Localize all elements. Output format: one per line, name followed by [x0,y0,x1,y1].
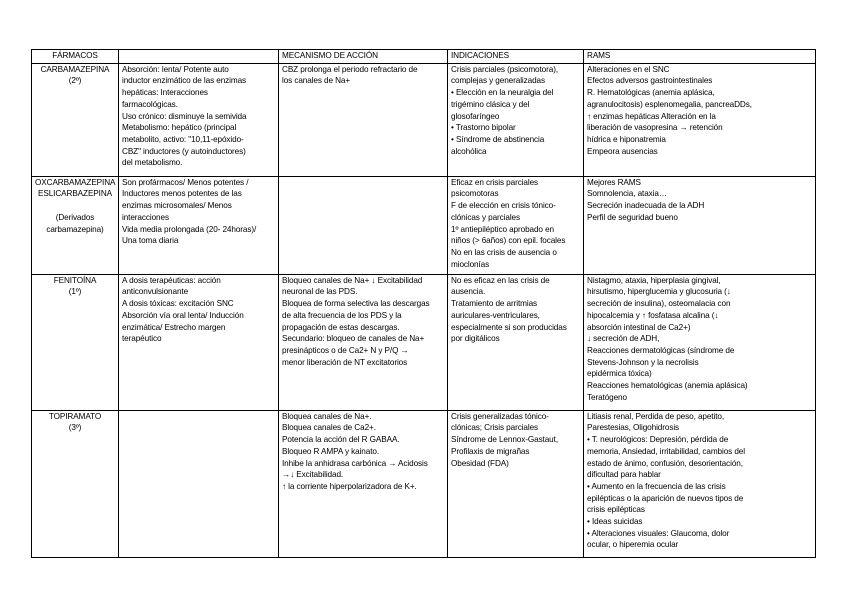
cell-line: CARBAMAZEPINA [40,64,110,74]
properties-cell [119,176,279,274]
mechanism-cell [279,274,448,410]
cell-line: por digitálicos [451,334,500,344]
indications-cell [448,274,584,410]
cell-line: Alteraciones en el SNC [587,64,670,74]
cell-line: ocular, o hiperemia ocular [587,540,679,550]
cell-line: epilépticas o la aparición de nuevos tipos de [587,493,744,503]
cell-line: →↓ Excitabilidad. [282,470,344,480]
cell-line: • Elección en la neuralgia del [451,88,554,98]
cell-line: los canales de Na+ [282,76,351,86]
cell-line: estado de ánimo, confusión, desorientación, [587,458,743,468]
cell-line: enzimática/ Estrecho margen [122,322,226,332]
cell-line: • Ideas suicidas [587,517,643,527]
rams-cell [584,274,816,410]
cell-line: • Síndrome de abstinencia [451,134,545,144]
indications-cell [448,176,584,274]
cell-line: Absorción: lenta/ Potente auto [122,64,229,74]
cell-line: Tratamiento de arritmias [451,299,538,309]
cell-line: Metabolismo: hepático (principal [122,123,237,133]
cell-line: Secreción inadecuada de la ADH [587,201,705,211]
cell-line: No en las crisis de ausencia o [451,247,557,257]
cell-line: Bloqueo canales de Na+ ↓ Excitabilidad [282,275,423,285]
drug-name-cell [32,176,119,274]
cell-line: Teratógeno [587,392,627,402]
cell-line: psicomotoras [451,189,499,199]
cell-line: Síndrome de Lennox-Gastaut, [451,435,558,445]
cell-line: OXCARBAMAZEPINA [35,177,116,187]
mechanism-cell [279,63,448,176]
cell-line: inductor enzimático de las enzimas [122,76,247,86]
cell-line: neuronal de las PDS. [282,287,358,297]
cell-line: TOPIRAMATO [48,411,102,421]
cell-line: hipocalcemia y ↑ fosfatasa alcalina (↓ [587,310,719,320]
cell-line: glosofaríngeo [451,111,500,121]
cell-line: hídrica e hiponatremia [587,134,666,144]
cell-line: Inductores menos potentes de las [122,189,242,199]
cell-line: especialmente si son producidas [451,322,567,332]
cell-line: complejas y generalizadas [451,76,545,86]
cell-line: • Alteraciones visuales: Glaucoma, dolor [587,528,730,538]
cell-line: hirsutismo, hiperglucemia y glucosuria (↓ [587,287,731,297]
drug-name-cell [32,63,119,176]
cell-line: Efectos adversos gastrointestinales [587,76,713,86]
cell-line: Crisis generalizadas tónico- [451,411,549,421]
table-row [32,63,816,176]
header-mecanismo: MECANISMO DE ACCIÓN [279,50,448,64]
cell-line: ↑ enzimas hepáticas Alteración en la [587,111,716,121]
cell-line: Bloqueo R AMPA y kainato. [282,446,380,456]
header-row [32,50,816,64]
cell-line: Son profármacos/ Menos potentes / [122,177,249,187]
cell-line: Obesidad (FDA) [451,458,509,468]
cell-line: hepáticas: Interacciones [122,88,208,98]
cell-line: CBZ" inductores (y autoinductores) [122,146,246,156]
cell-line: niños (> 6años) con epil. focales [451,236,566,246]
cell-line: • Trastorno bipolar [451,123,516,133]
cell-line: alcohólica [451,146,487,156]
cell-line: Absorción vía oral lenta/ Inducción [122,310,244,320]
drug-name-cell [32,274,119,410]
indications-cell [448,63,584,176]
cell-line: Secundario: bloqueo de canales de Na+ [282,334,425,344]
cell-line: Bloquea canales de Ca2+. [282,423,376,433]
cell-line: epidérmica tóxica) [587,369,652,379]
cell-line: Vida media prolongada (20- 24horas)/ [122,224,257,234]
cell-line: (3º) [68,423,82,433]
cell-line: A dosis tóxicas: excitación SNC [122,299,234,309]
header-blank [119,50,279,64]
cell-line: del metabolismo. [122,158,183,168]
mechanism-cell [279,410,448,557]
cell-line: ↓ secreción de ADH, [587,334,660,344]
table-row [32,410,816,557]
cell-line: propagación de estas descargas. [282,322,400,332]
cell-line: • Aumento en la frecuencia de las crisis [587,481,726,491]
cell-line: Perfil de seguridad bueno [587,212,678,222]
cell-line: (1º) [68,287,82,297]
rams-cell [584,63,816,176]
cell-line: Reacciones dermatológicas (síndrome de [587,345,735,355]
table-row [32,274,816,410]
cell-line: carbamazepina) [46,224,104,234]
mechanism-cell [279,176,448,274]
cell-line: clónicas y parciales [451,212,520,222]
cell-line: Potencia la acción del R GABAA. [282,435,400,445]
cell-line: Inhibe la anhidrasa carbónica → Acidosis [282,458,428,468]
cell-line: Eficaz en crisis parciales [451,177,539,187]
cell-line: Bloquea canales de Na+. [282,411,372,421]
blank-line [35,200,115,212]
cell-line: anticonvulsionante [122,287,189,297]
header-rams: RAMS [584,50,816,64]
cell-line: (2º) [68,76,82,86]
cell-line: interacciones [122,212,169,222]
cell-line: terapéutico [122,334,162,344]
cell-line: menor liberación de NT excitatorios [282,357,408,367]
header-indicaciones: INDICACIONES [448,50,584,64]
cell-line: Litiasis renal, Perdida de peso, apetito, [587,411,724,421]
cell-line: metabolito, activo: "10,11-epóxido- [122,134,244,144]
cell-line: Mejores RAMS [587,177,641,187]
cell-line: auriculares-ventriculares, [451,310,540,320]
cell-line: Uso crónico: disminuye la semivida [122,111,247,121]
cell-line: F de elección en crisis tónico- [451,201,556,211]
cell-line: Reacciones hematológicas (anemia aplásica) [587,381,748,391]
properties-cell [119,410,279,557]
cell-line: ESLICARBAZEPINA [37,189,113,199]
cell-line: memoria, Ansiedad, irritabilidad, cambios del [587,446,745,456]
cell-line: FENITOÍNA [53,275,97,285]
cell-line: Nistagmo, ataxia, hiperplasia gingival, [587,275,721,285]
drug-table [31,49,816,558]
cell-line: (Derivados [55,212,95,222]
cell-line: liberación de vasopresina → retención [587,123,723,133]
drug-name-cell [32,410,119,557]
cell-line: presinápticos o de Ca2+ N y P/Q → [282,345,409,355]
cell-line: mioclonías [451,259,490,269]
header-farmacos: FÁRMACOS [32,50,119,64]
cell-line: Bloquea de forma selectiva las descargas [282,299,430,309]
cell-line: trigémino clásica y del [451,99,530,109]
cell-line: 1º antiepiléptico aprobado en [451,224,554,234]
cell-line: Una toma diaria [122,236,179,246]
cell-line: crisis epilépticas [587,505,645,515]
rams-cell [584,176,816,274]
cell-line: enzimas microsomales/ Menos [122,201,232,211]
cell-line: A dosis terapéuticas: acción [122,275,221,285]
cell-line: dificultad para hablar [587,470,661,480]
cell-line: de alta frecuencia de los PDS y la [282,310,402,320]
cell-line: Empeora ausencias [587,146,658,156]
cell-line: Crisis parciales (psicomotora), [451,64,559,74]
cell-line: • T. neurológicos: Depresión, pérdida de [587,435,729,445]
cell-line: ausencia. [451,287,486,297]
rams-cell [584,410,816,557]
cell-line: Parestesias, Oligohidrosis [587,423,680,433]
cell-line: clónicas; Crisis parciales [451,423,539,433]
cell-line: Profilaxis de migrañas [451,446,530,456]
cell-line: absorción intestinal de Ca2+) [587,322,691,332]
cell-line: agranulocitosis) esplenomegalia, pancreaDDs, [587,99,752,109]
cell-line: No es eficaz en las crisis de [451,275,550,285]
cell-line: Somnolencia, ataxia… [587,189,667,199]
cell-line: CBZ prolonga el periodo refractario de [282,64,418,74]
indications-cell [448,410,584,557]
cell-line: R. Hematológicas (anemia aplásica, [587,88,715,98]
cell-line: secreción de insulina), osteomalacia con [587,299,731,309]
cell-line: ↑ la corriente hiperpolarizadora de K+. [282,481,417,491]
table-row [32,176,816,274]
properties-cell [119,274,279,410]
properties-cell [119,63,279,176]
cell-line: farmacológicas. [122,99,178,109]
cell-line: Stevens-Johnson y la necrolisis [587,357,699,367]
